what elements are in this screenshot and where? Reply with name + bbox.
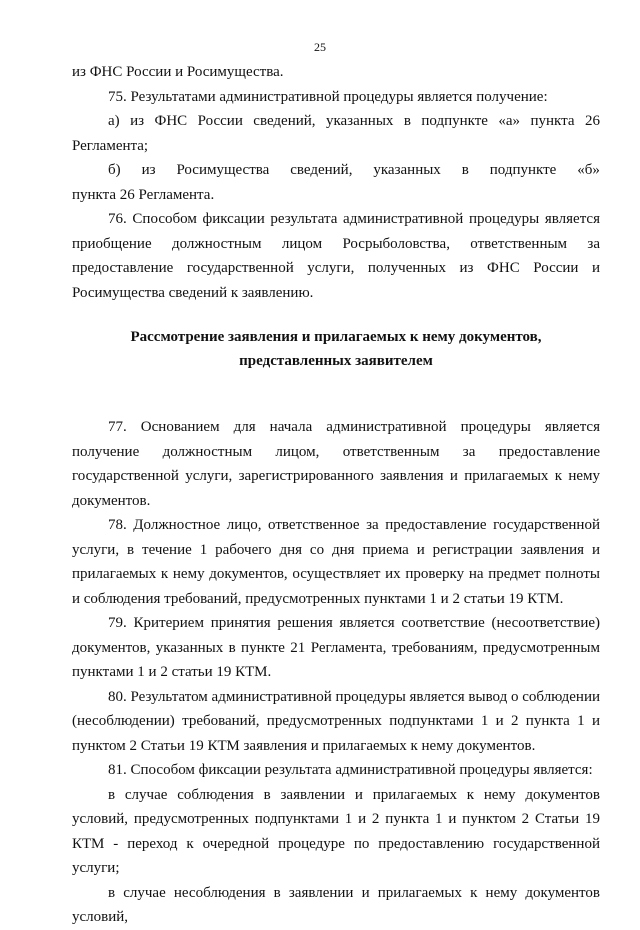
document-body [72, 60, 600, 930]
paragraph-75-b-line [72, 158, 600, 183]
word: б) [108, 162, 121, 178]
paragraph-81: 81. Способом фиксации результата административной процедуры является: [108, 762, 593, 778]
word: в [461, 162, 469, 178]
section-heading [72, 325, 600, 373]
paragraph-78: 78. Должностное лицо, ответственное за предоставление государственной услуги, в течение 1 рабочего дня со дня приема и регистрации заявления и прилагаемых к нему документов, осуществляет их проверку на предмет полноты и соблюдения требований, предусмотренных пунктами 1 и 2 статьи 19 КТМ. [72, 517, 600, 607]
word: сведений, [290, 162, 353, 178]
paragraph-80: 80. Результатом административной процедуры является вывод о соблюдении (несоблюдении) требований, предусмотренных подпунктами 1 и 2 пункта 1 и пунктом 2 Статьи 19 КТМ заявления и прилагаемых к нему документов. [72, 688, 600, 754]
paragraph-75-b-continuation: пункта 26 Регламента. [72, 186, 215, 203]
paragraph-81-b: в случае несоблюдения в заявлении и прилагаемых к нему документов условий, [72, 884, 600, 925]
word: подпункте [489, 162, 557, 178]
section-heading-line-1: Рассмотрение заявления и прилагаемых к нему документов, [130, 329, 542, 345]
word: из [141, 162, 156, 178]
paragraph-77: 77. Основанием для начала административной процедуры является получение должностным лицом, ответственным за предоставление государственной услуги, зарегистрированного заявления и прилагаемых к нему документов. [72, 419, 600, 509]
page-number: 25 [314, 40, 326, 54]
paragraph-75-a: а) из ФНС России сведений, указанных в подпункте «а» пункта 26 Регламента; [72, 113, 600, 154]
paragraph-continuation: из ФНС России и Росимущества. [72, 64, 284, 80]
paragraph-79: 79. Критерием принятия решения является соответствие (несоответствие) документов, указанных в пункте 21 Регламента, требованиям, предусмотренным пунктами 1 и 2 статьи 19 КТМ. [72, 615, 600, 680]
paragraph-81-a: в случае соблюдения в заявлении и прилагаемых к нему документов условий, предусмотренных подпунктами 1 и 2 пункта 1 и пунктом 2 Статьи 19 КТМ - переход к очередной процедуре по предоставлению государственной услуги; [72, 786, 600, 876]
paragraph-76: 76. Способом фиксации результата административной процедуры является приобщение должностным лицом Росрыболовства, ответственным за предоставление государственной услуги, полученных из ФНС России и Росимущества сведений к заявлению. [72, 211, 600, 301]
word: Росимущества [176, 162, 270, 178]
word: «б» [577, 162, 600, 178]
paragraph-75: 75. Результатами административной процедуры является получение: [108, 88, 548, 105]
section-heading-line-2: представленных заявителем [239, 353, 433, 369]
word: указанных [373, 162, 441, 178]
